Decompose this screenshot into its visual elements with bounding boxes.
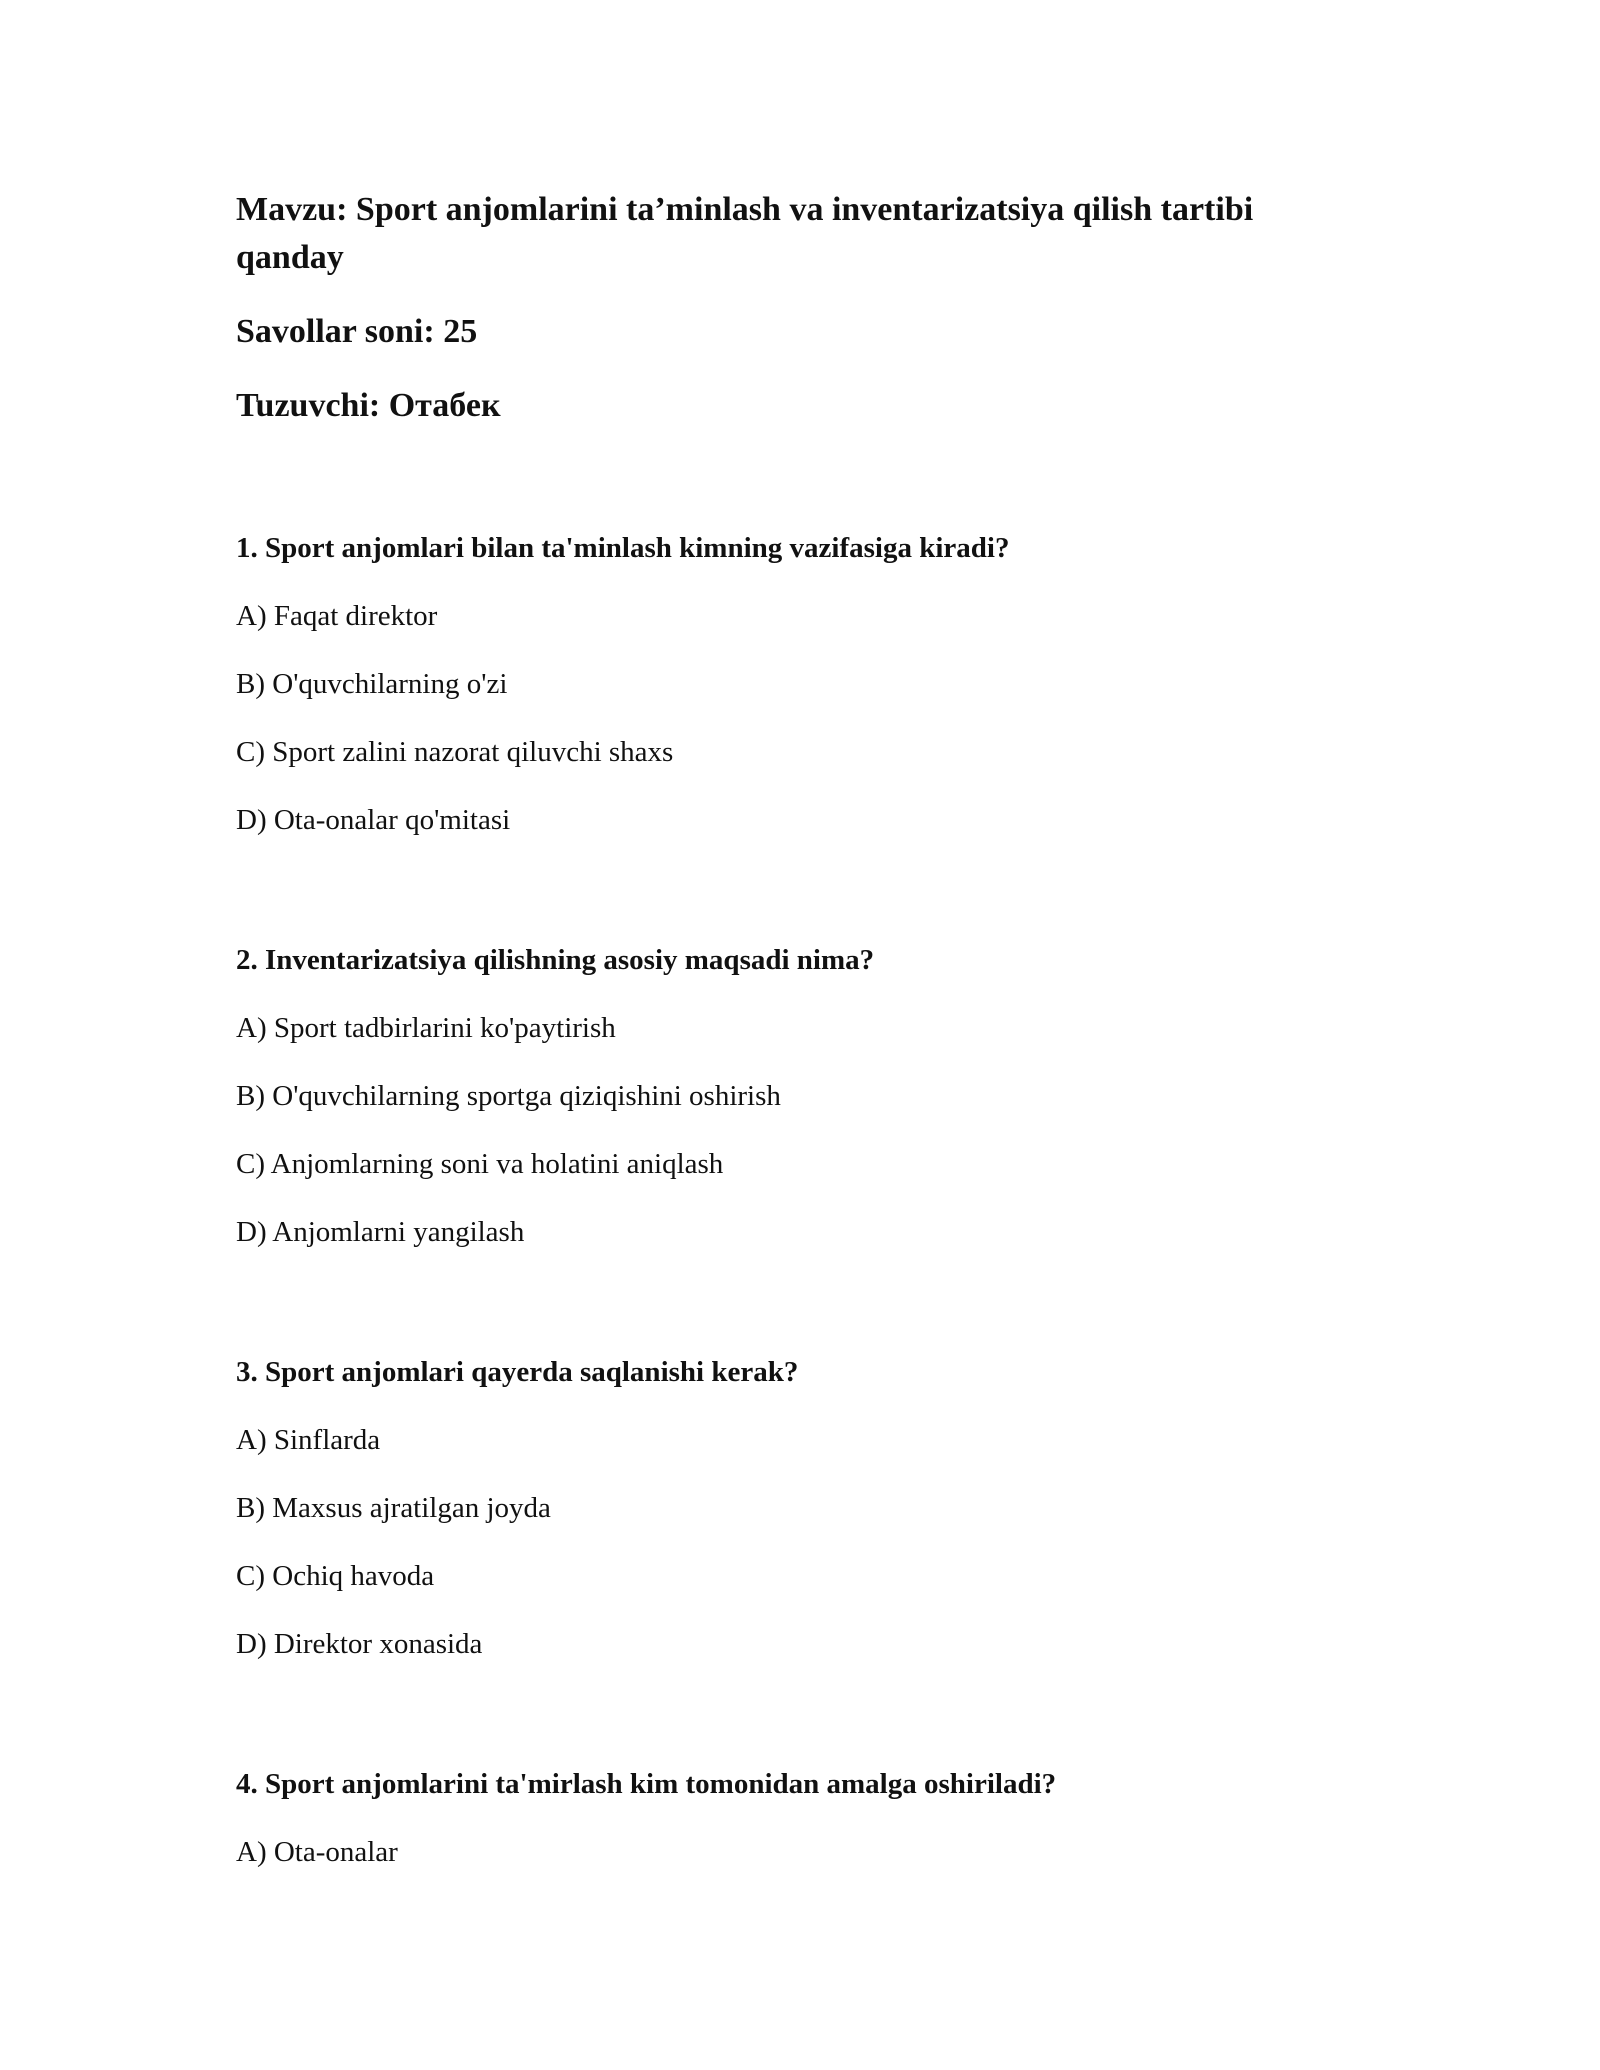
answer-option: D) Anjomlarni yangilash <box>236 1216 525 1248</box>
question-text: 4. Sport anjomlarini ta'mirlash kim tomonidan amalga oshiriladi? <box>236 1768 1057 1800</box>
answer-option: C) Ochiq havoda <box>236 1560 435 1592</box>
author-line: Tuzuvchi: Отабек <box>236 387 501 424</box>
question-1 <box>236 528 1364 840</box>
question-4 <box>236 1764 1364 1872</box>
answer-option: B) O'quvchilarning sportga qiziqishini oshirish <box>236 1080 781 1112</box>
answer-option: D) Ota-onalar qo'mitasi <box>236 804 511 836</box>
answer-option: A) Faqat direktor <box>236 600 438 632</box>
answer-option: D) Direktor xonasida <box>236 1628 483 1660</box>
question-text: 1. Sport anjomlari bilan ta'minlash kimning vazifasiga kiradi? <box>236 532 1010 564</box>
answer-option: C) Sport zalini nazorat qiluvchi shaxs <box>236 736 674 768</box>
document-title: Mavzu: Sport anjomlarini ta’minlash va inventarizatsiya qilish tartibi qanday <box>236 191 1254 276</box>
question-2 <box>236 940 1364 1252</box>
answer-option: A) Sport tadbirlarini ko'paytirish <box>236 1012 616 1044</box>
question-text: 3. Sport anjomlari qayerda saqlanishi kerak? <box>236 1356 799 1388</box>
question-3 <box>236 1352 1364 1664</box>
answer-option: A) Ota-onalar <box>236 1836 398 1868</box>
question-text: 2. Inventarizatsiya qilishning asosiy maqsadi nima? <box>236 944 875 976</box>
answer-option: C) Anjomlarning soni va holatini aniqlash <box>236 1148 724 1180</box>
question-count: Savollar soni: 25 <box>236 313 478 350</box>
answer-option: A) Sinflarda <box>236 1424 381 1456</box>
answer-option: B) O'quvchilarning o'zi <box>236 668 508 700</box>
answer-option: B) Maxsus ajratilgan joyda <box>236 1492 551 1524</box>
